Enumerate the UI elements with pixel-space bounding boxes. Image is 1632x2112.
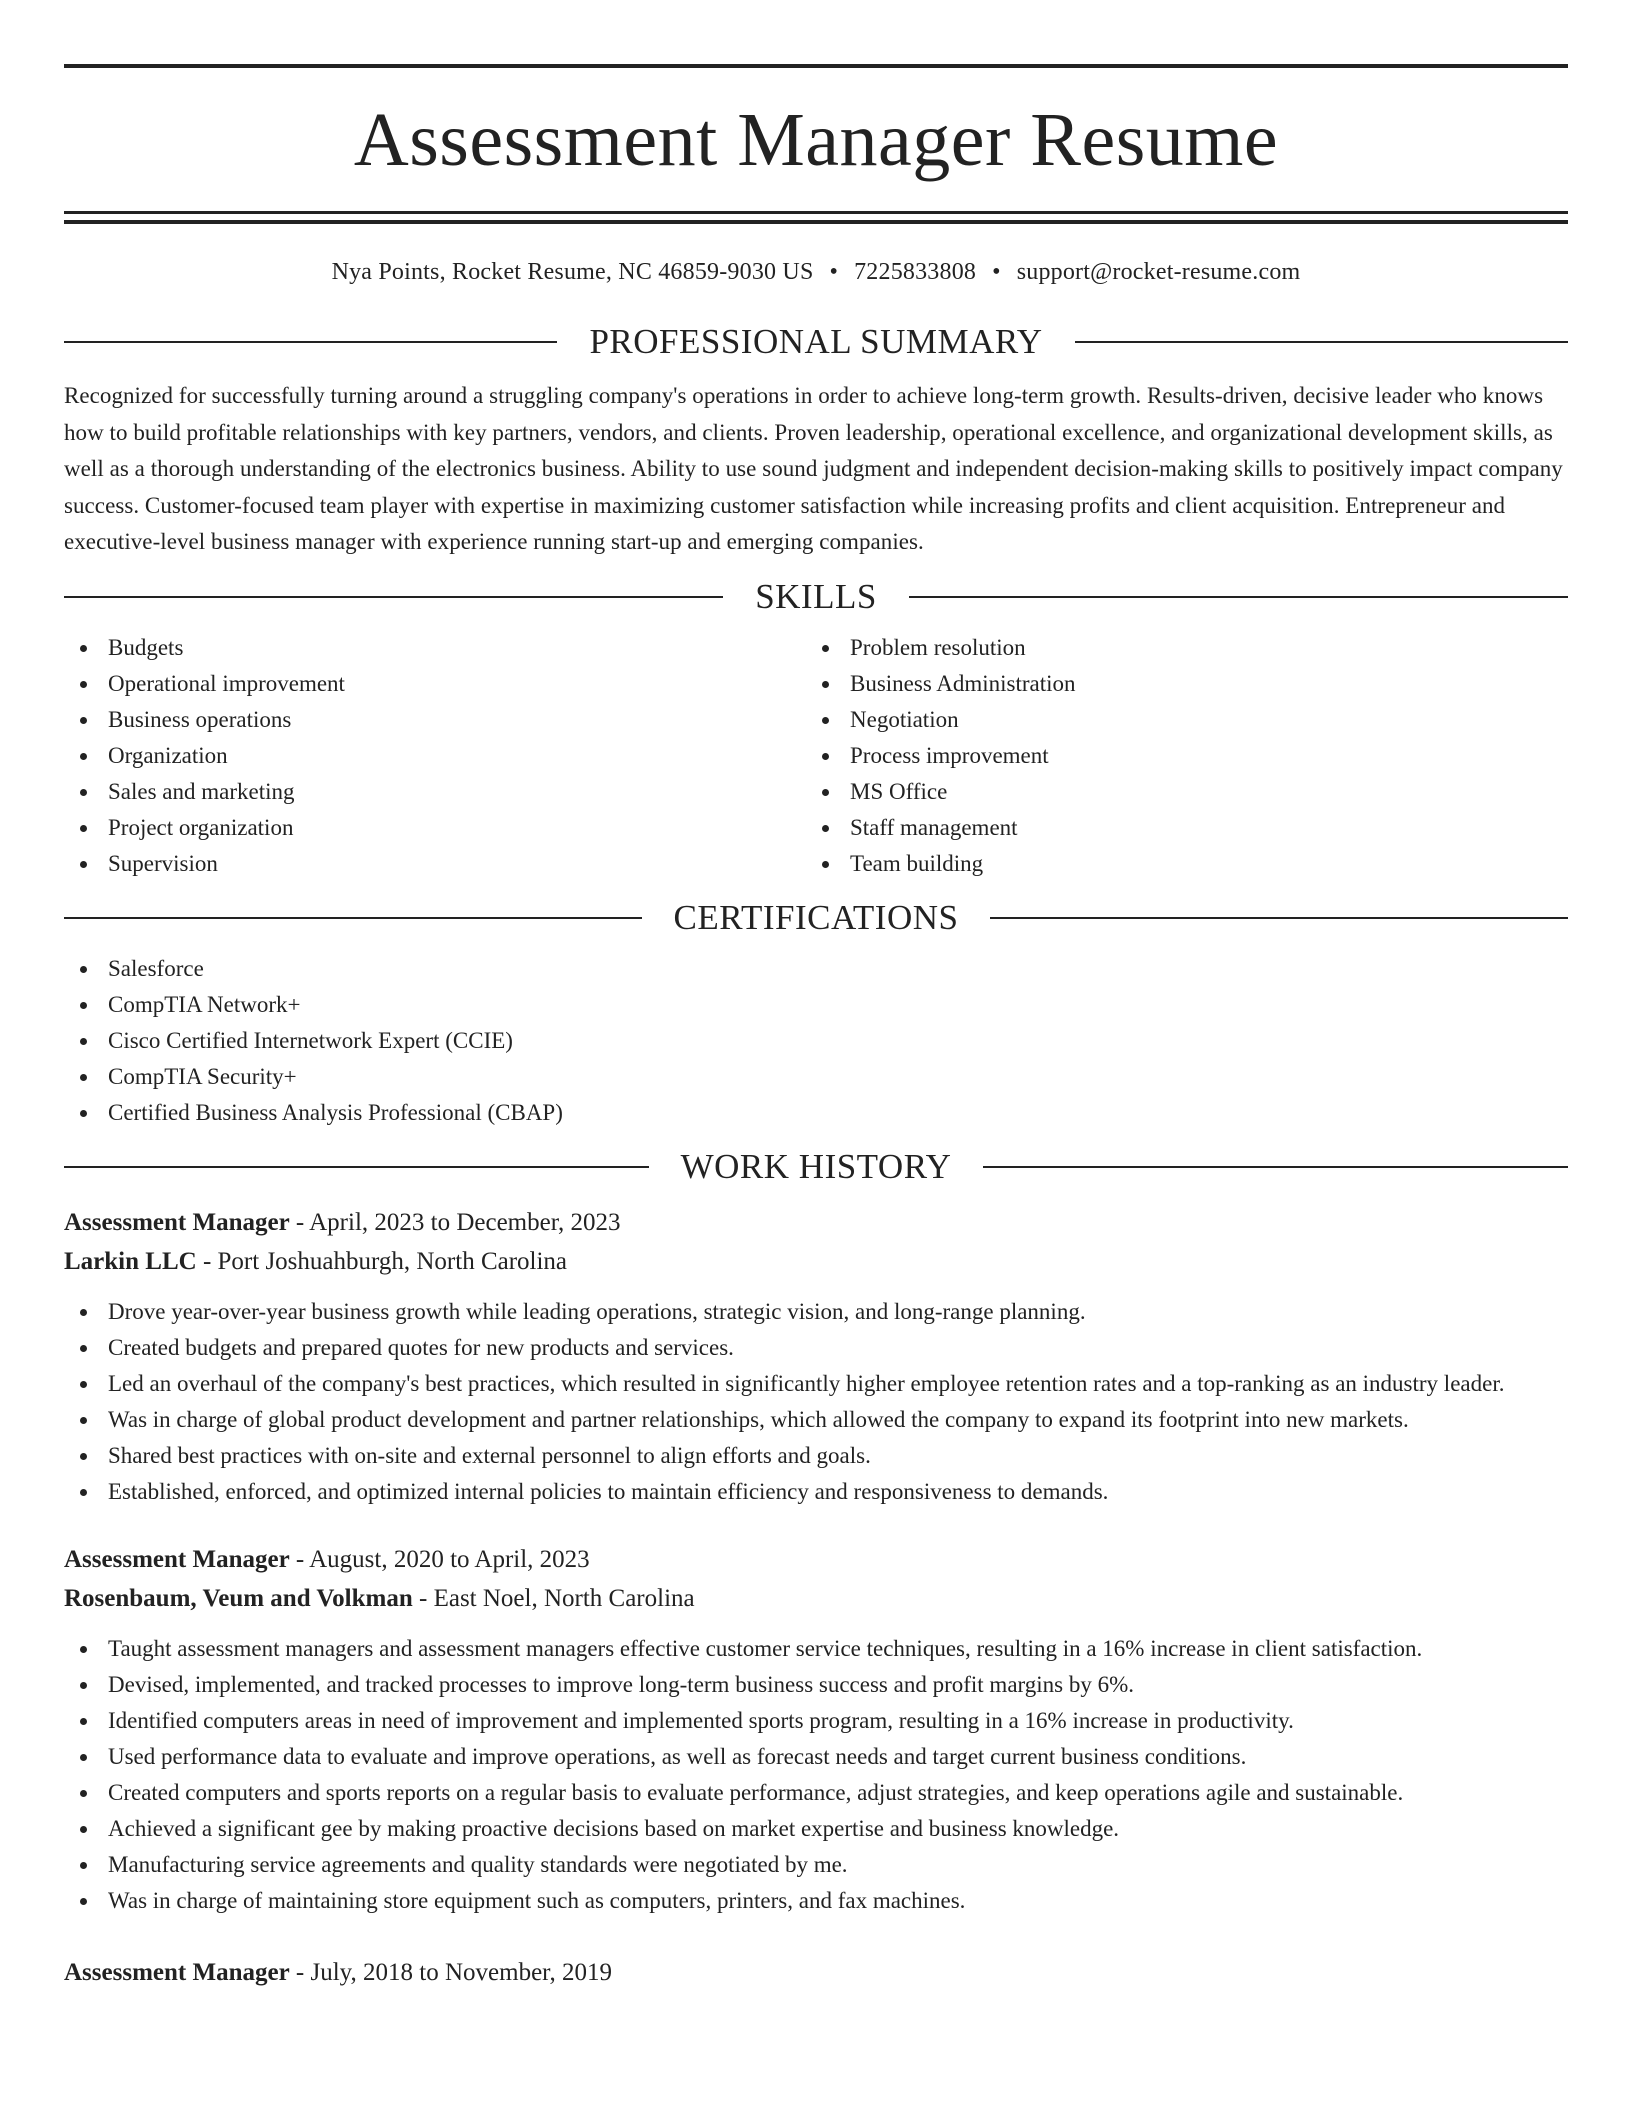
skill-item: Problem resolution [806,630,1548,666]
heading-rule [1075,341,1568,343]
resume-title: Assessment Manager Resume [353,98,1279,182]
job-dates: - August, 2020 to April, 2023 [289,1545,590,1573]
contact-line [64,257,1568,287]
job-bullet: Created budgets and prepared quotes for new products and services. [64,1330,1568,1366]
certification-item: CompTIA Network+ [64,987,1568,1023]
job-company: Rosenbaum, Veum and Volkman [64,1584,413,1612]
skill-item: MS Office [806,774,1548,810]
job-bullet: Used performance data to evaluate and improve operations, as well as forecast needs and target current business conditions. [64,1739,1568,1775]
section-title: WORK HISTORY [680,1146,952,1186]
job-title: Assessment Manager [64,1545,290,1573]
heading-rule [909,596,1568,598]
title-double-rule [64,211,1568,224]
job-bullets [64,1294,1568,1510]
job-bullet: Shared best practices with on-site and external personnel to align efforts and goals. [64,1438,1568,1474]
contact-phone: 7225833808 [854,259,977,285]
job-location: - Port Joshuahburgh, North Carolina [196,1247,568,1275]
contact-address: Nya Points, Rocket Resume, NC 46859-9030 US [331,259,814,285]
job-bullet: Manufacturing service agreements and quality standards were negotiated by me. [64,1847,1568,1883]
job-entry [64,1203,1568,1510]
section-title: SKILLS [755,576,877,616]
summary-heading [64,320,1568,364]
skill-item: Negotiation [806,702,1548,738]
contact-email[interactable]: support@rocket-resume.com [1016,259,1301,285]
job-dates: - April, 2023 to December, 2023 [289,1208,621,1236]
job-entry [64,1540,1568,1919]
certification-item: Salesforce [64,951,1568,987]
job-bullet: Was in charge of maintaining store equipment such as computers, printers, and fax machines. [64,1883,1568,1919]
section-title: CERTIFICATIONS [673,897,959,937]
certifications-list [64,951,1568,1131]
skill-item: Project organization [64,810,806,846]
job-bullet: Drove year-over-year business growth while leading operations, strategic vision, and long-range planning. [64,1294,1568,1330]
job-title-line [64,1203,1568,1242]
certification-item: Cisco Certified Internetwork Expert (CCIE) [64,1023,1568,1059]
job-bullet: Achieved a significant gee by making proactive decisions based on market expertise and business knowledge. [64,1811,1568,1847]
job-bullet: Was in charge of global product development and partner relationships, which allowed the company to expand its footprint into new markets. [64,1402,1568,1438]
skills-right-list [806,630,1548,882]
job-title-line [64,1540,1568,1579]
heading-rule [64,341,557,343]
heading-rule [64,1166,649,1168]
certification-item: CompTIA Security+ [64,1059,1568,1095]
skill-item: Process improvement [806,738,1548,774]
job-bullet: Identified computers areas in need of improvement and implemented sports program, resulting in a 16% increase in productivity. [64,1703,1568,1739]
contact-separator: • [829,259,839,285]
job-company: Larkin LLC [64,1247,197,1275]
job-company-line [64,1579,1568,1618]
heading-rule [64,596,723,598]
job-bullet: Created computers and sports reports on a regular basis to evaluate performance, adjust strategies, and keep operations agile and sustainable. [64,1775,1568,1811]
job-title-line [64,1953,1568,1992]
job-location: - East Noel, North Carolina [412,1584,695,1612]
job-dates: - July, 2018 to November, 2019 [289,1958,613,1986]
section-title: PROFESSIONAL SUMMARY [589,322,1043,361]
job-bullet: Devised, implemented, and tracked processes to improve long-term business success and profit margins by 6%. [64,1667,1568,1703]
skill-item: Sales and marketing [64,774,806,810]
skill-item: Team building [806,846,1548,882]
skills-heading [64,575,1568,619]
certification-item: Certified Business Analysis Professional (CBAP) [64,1095,1568,1131]
job-bullet: Taught assessment managers and assessment managers effective customer service techniques, resulting in a 16% increase in client satisfaction. [64,1631,1568,1667]
heading-rule [983,1166,1568,1168]
job-title: Assessment Manager [64,1208,290,1236]
top-rule [64,64,1568,68]
skill-item: Business Administration [806,666,1548,702]
heading-rule [64,917,642,919]
skill-item: Organization [64,738,806,774]
skill-item: Supervision [64,846,806,882]
skills-left-list [64,630,806,882]
job-bullets [64,1631,1568,1919]
resume-page [64,64,1568,1992]
heading-rule [990,917,1568,919]
work-history-heading [64,1145,1568,1189]
job-entry [64,1953,1568,1992]
job-bullet: Led an overhaul of the company's best practices, which resulted in significantly higher employee retention rates and a top-ranking as an industry leader. [64,1366,1568,1402]
contact-separator: • [992,259,1001,285]
certifications-heading [64,896,1568,940]
skill-item: Business operations [64,702,806,738]
summary-text: Recognized for successfully turning around a struggling company's operations in order to achieve long-term growth. Results-driven, decisive leader who knows how to build profitable relationships with key partners, vendors, and clients. Proven leadership, operational excellence, and organizational development skills, as well as a thorough understanding of the electronics business. Ability to use sound judgment and independent decision-making skills to positively impact company success. Customer-focused team player with expertise in maximizing customer satisfaction while increasing profits and client acquisition. Entrepreneur and executive-level business manager with experience running start-up and emerging companies. [64,383,1563,554]
skill-item: Budgets [64,630,806,666]
job-bullet: Established, enforced, and optimized internal policies to maintain efficiency and responsiveness to demands. [64,1474,1568,1510]
skill-item: Operational improvement [64,666,806,702]
skills-columns [64,630,1568,882]
job-title: Assessment Manager [64,1958,290,1986]
job-company-line [64,1242,1568,1281]
skill-item: Staff management [806,810,1548,846]
